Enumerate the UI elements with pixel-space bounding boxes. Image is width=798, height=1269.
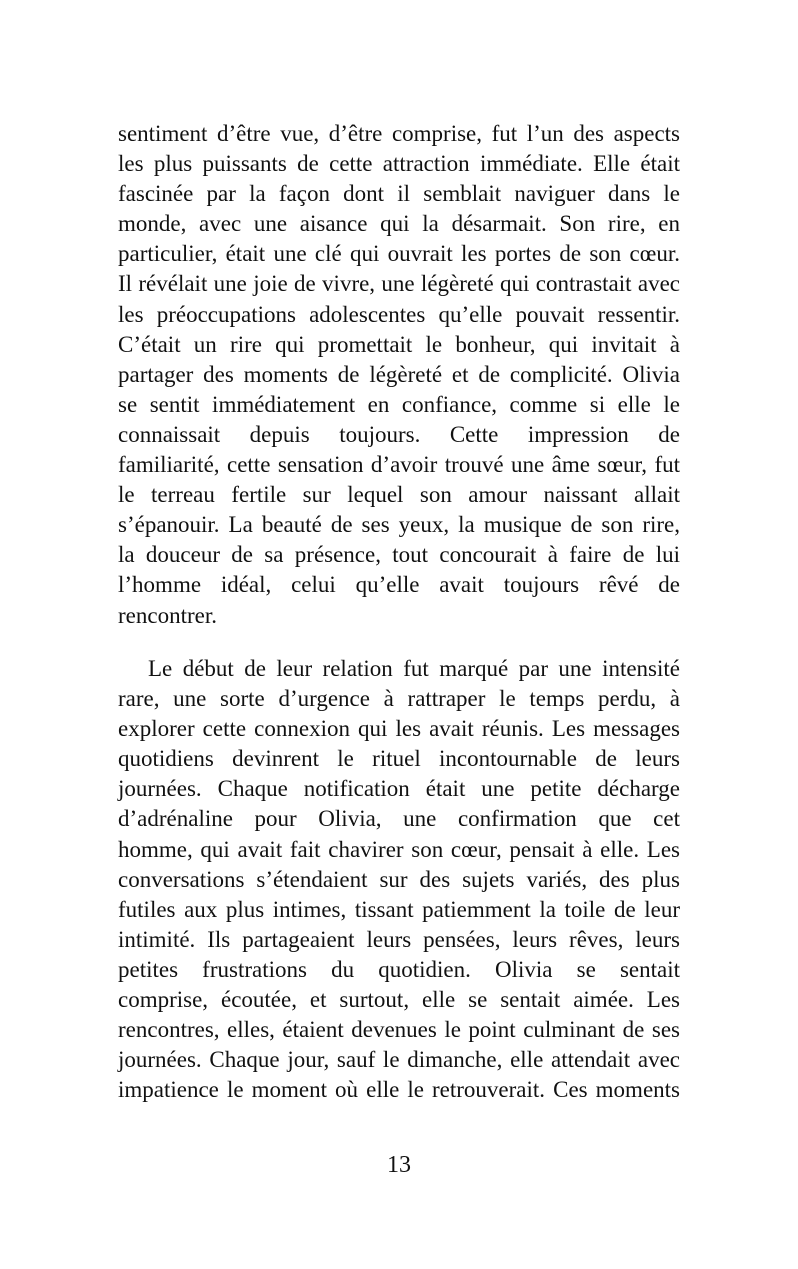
text-line: Le début de leur relation fut marqué par une intensité [148, 656, 680, 681]
text-line: intimité. Ils partageaient leurs pensées, leurs rêves, leurs [118, 926, 680, 952]
text-line: comprise, écoutée, et surtout, elle se sentait aimée. Les [118, 987, 680, 1013]
text-line: les plus puissants de cette attraction immédiate. Elle était [118, 151, 680, 177]
text-line: explorer cette connexion qui les avait réunis. Les messages [118, 716, 680, 742]
page-number: 13 [387, 1152, 411, 1178]
text-line: journées. Chaque notification était une petite décharge [118, 776, 680, 802]
text-line: sentiment d’être vue, d’être comprise, fut l’un des aspects [118, 121, 680, 146]
text-line: homme, qui avait fait chavirer son cœur, pensait à elle. Les [118, 836, 680, 862]
paragraph-1 [118, 119, 680, 631]
text-line: conversations s’étendaient sur des sujets variés, des plus [118, 866, 680, 892]
text-line: s’épanouir. La beauté de ses yeux, la musique de son rire, [118, 512, 680, 538]
text-line: partager des moments de légèreté et de complicité. Olivia [118, 361, 680, 387]
text-line: C’était un rire qui promettait le bonheur, qui invitait à [118, 331, 680, 357]
text-line: rencontrer. [118, 602, 217, 628]
text-line: futiles aux plus intimes, tissant patiemment la toile de leur [118, 896, 680, 922]
text-line: connaissait depuis toujours. Cette impression de [118, 421, 680, 447]
text-line: particulier, était une clé qui ouvrait les portes de son cœur. [118, 241, 680, 267]
paragraph-2 [118, 654, 680, 1105]
text-line: l’homme idéal, celui qu’elle avait toujours rêvé de [118, 572, 680, 598]
text-line: d’adrénaline pour Olivia, une confirmation que cet [118, 806, 680, 832]
text-line: les préoccupations adolescentes qu’elle pouvait ressentir. [118, 301, 680, 327]
text-line: impatience le moment où elle le retrouverait. Ces moments [118, 1077, 680, 1103]
text-line: journées. Chaque jour, sauf le dimanche, elle attendait avec [118, 1047, 680, 1073]
text-line: Il révélait une joie de vivre, une légèreté qui contrastait avec [118, 271, 680, 297]
text-line: se sentit immédiatement en confiance, comme si elle le [118, 391, 680, 417]
text-line: quotidiens devinrent le rituel incontournable de leurs [118, 746, 680, 772]
text-line: la douceur de sa présence, tout concourait à faire de lui [118, 542, 680, 568]
text-line: petites frustrations du quotidien. Olivia se sentait [118, 956, 680, 982]
text-line: fascinée par la façon dont il semblait naviguer dans le [118, 181, 680, 207]
text-line: familiarité, cette sensation d’avoir trouvé une âme sœur, fut [118, 452, 680, 478]
text-line: rare, une sorte d’urgence à rattraper le temps perdu, à [118, 686, 680, 712]
text-line: le terreau fertile sur lequel son amour naissant allait [118, 482, 680, 508]
text-line: monde, avec une aisance qui la désarmait. Son rire, en [118, 211, 680, 237]
text-line: rencontres, elles, étaient devenues le point culminant de ses [118, 1017, 680, 1043]
